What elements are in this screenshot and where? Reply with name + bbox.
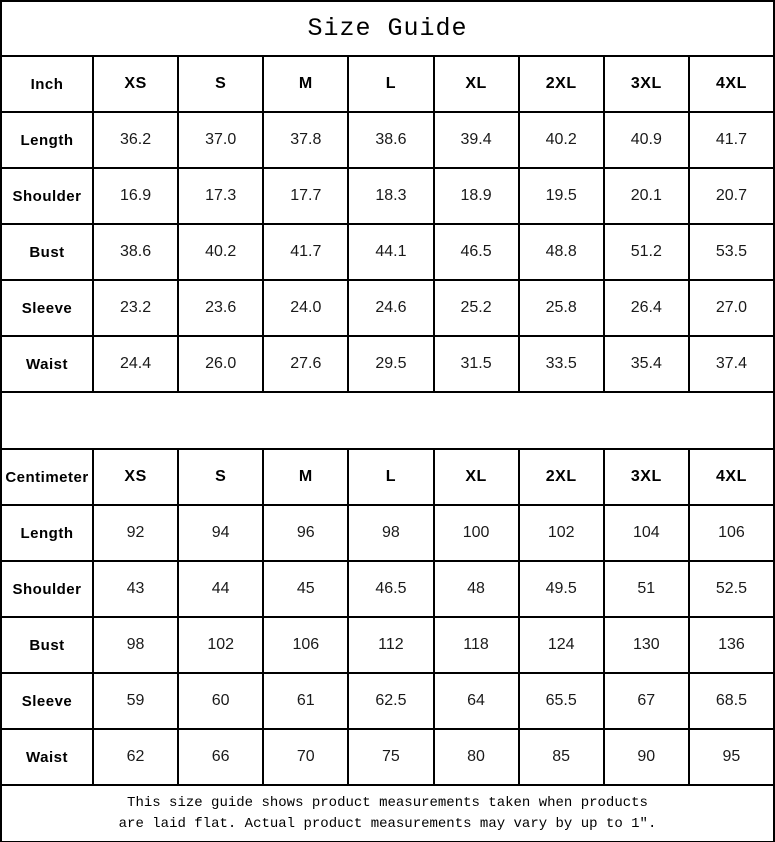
measurement-cell: 33.5 <box>519 336 604 392</box>
table-row <box>1 336 774 392</box>
measurement-cell: 106 <box>263 617 348 673</box>
table-row <box>1 673 774 729</box>
measurement-cell: 36.2 <box>93 112 178 168</box>
measurement-cell: 62 <box>93 729 178 785</box>
measurement-row-label: Sleeve <box>1 673 93 729</box>
measurement-cell: 98 <box>348 505 433 561</box>
measurement-cell: 51.2 <box>604 224 689 280</box>
measurement-cell: 18.3 <box>348 168 433 224</box>
size-column-header: L <box>348 56 433 112</box>
measurement-cell: 19.5 <box>519 168 604 224</box>
measurement-cell: 80 <box>434 729 519 785</box>
size-column-header: 3XL <box>604 56 689 112</box>
measurement-cell: 18.9 <box>434 168 519 224</box>
measurement-cell: 26.4 <box>604 280 689 336</box>
measurement-cell: 136 <box>689 617 774 673</box>
footer-note-line-1: This size guide shows product measurements taken when products <box>127 794 648 811</box>
measurement-cell: 59 <box>93 673 178 729</box>
measurement-cell: 25.2 <box>434 280 519 336</box>
table-row <box>1 617 774 673</box>
measurement-cell: 37.8 <box>263 112 348 168</box>
size-column-header: L <box>348 449 433 505</box>
unit-label: Centimeter <box>1 449 93 505</box>
measurement-row-label: Waist <box>1 336 93 392</box>
measurement-cell: 102 <box>178 617 263 673</box>
measurement-cell: 85 <box>519 729 604 785</box>
measurement-cell: 60 <box>178 673 263 729</box>
measurement-cell: 66 <box>178 729 263 785</box>
measurement-row-label: Bust <box>1 224 93 280</box>
measurement-cell: 70 <box>263 729 348 785</box>
size-header-row <box>1 56 774 112</box>
size-column-header: XS <box>93 449 178 505</box>
measurement-cell: 94 <box>178 505 263 561</box>
measurement-cell: 53.5 <box>689 224 774 280</box>
measurement-cell: 48 <box>434 561 519 617</box>
measurement-cell: 24.4 <box>93 336 178 392</box>
size-column-header: 3XL <box>604 449 689 505</box>
footer-note-line-2: are laid flat. Actual product measurements may vary by up to 1″. <box>118 815 657 832</box>
size-column-header: M <box>263 449 348 505</box>
measurement-cell: 95 <box>689 729 774 785</box>
measurement-cell: 17.3 <box>178 168 263 224</box>
measurement-row-label: Shoulder <box>1 168 93 224</box>
measurement-cell: 35.4 <box>604 336 689 392</box>
measurement-cell: 25.8 <box>519 280 604 336</box>
measurement-cell: 37.4 <box>689 336 774 392</box>
measurement-cell: 31.5 <box>434 336 519 392</box>
measurement-cell: 27.6 <box>263 336 348 392</box>
measurement-cell: 23.2 <box>93 280 178 336</box>
table-row <box>1 280 774 336</box>
measurement-cell: 38.6 <box>93 224 178 280</box>
measurement-row-label: Shoulder <box>1 561 93 617</box>
measurement-cell: 68.5 <box>689 673 774 729</box>
measurement-cell: 100 <box>434 505 519 561</box>
size-column-header: XL <box>434 449 519 505</box>
measurement-row-label: Waist <box>1 729 93 785</box>
measurement-cell: 23.6 <box>178 280 263 336</box>
measurement-row-label: Sleeve <box>1 280 93 336</box>
size-column-header: S <box>178 449 263 505</box>
measurement-cell: 38.6 <box>348 112 433 168</box>
measurement-cell: 61 <box>263 673 348 729</box>
table-row <box>1 505 774 561</box>
measurement-cell: 112 <box>348 617 433 673</box>
measurement-cell: 20.7 <box>689 168 774 224</box>
measurement-cell: 49.5 <box>519 561 604 617</box>
measurement-cell: 37.0 <box>178 112 263 168</box>
table-spacer <box>0 393 775 450</box>
centimeter-size-table <box>0 448 775 786</box>
table-row <box>1 561 774 617</box>
measurement-cell: 43 <box>93 561 178 617</box>
table-row <box>1 729 774 785</box>
page-title: Size Guide <box>0 0 775 57</box>
measurement-row-label: Length <box>1 112 93 168</box>
measurement-cell: 41.7 <box>689 112 774 168</box>
measurement-cell: 92 <box>93 505 178 561</box>
measurement-cell: 24.0 <box>263 280 348 336</box>
measurement-cell: 104 <box>604 505 689 561</box>
measurement-cell: 52.5 <box>689 561 774 617</box>
footer-note <box>0 784 775 842</box>
size-column-header: XL <box>434 56 519 112</box>
inch-size-table <box>0 55 775 393</box>
measurement-cell: 16.9 <box>93 168 178 224</box>
measurement-cell: 75 <box>348 729 433 785</box>
measurement-cell: 45 <box>263 561 348 617</box>
size-column-header: 2XL <box>519 56 604 112</box>
measurement-cell: 64 <box>434 673 519 729</box>
measurement-cell: 106 <box>689 505 774 561</box>
measurement-cell: 40.2 <box>519 112 604 168</box>
table-row <box>1 112 774 168</box>
measurement-row-label: Length <box>1 505 93 561</box>
measurement-cell: 130 <box>604 617 689 673</box>
size-column-header: M <box>263 56 348 112</box>
measurement-cell: 41.7 <box>263 224 348 280</box>
measurement-cell: 40.2 <box>178 224 263 280</box>
measurement-cell: 29.5 <box>348 336 433 392</box>
measurement-cell: 20.1 <box>604 168 689 224</box>
table-row <box>1 224 774 280</box>
measurement-cell: 118 <box>434 617 519 673</box>
measurement-cell: 51 <box>604 561 689 617</box>
unit-label: Inch <box>1 56 93 112</box>
measurement-cell: 46.5 <box>434 224 519 280</box>
measurement-cell: 26.0 <box>178 336 263 392</box>
size-column-header: XS <box>93 56 178 112</box>
size-column-header: 2XL <box>519 449 604 505</box>
measurement-cell: 24.6 <box>348 280 433 336</box>
measurement-cell: 98 <box>93 617 178 673</box>
measurement-cell: 102 <box>519 505 604 561</box>
measurement-cell: 67 <box>604 673 689 729</box>
measurement-cell: 96 <box>263 505 348 561</box>
measurement-cell: 124 <box>519 617 604 673</box>
size-column-header: 4XL <box>689 56 774 112</box>
measurement-cell: 17.7 <box>263 168 348 224</box>
measurement-cell: 39.4 <box>434 112 519 168</box>
measurement-cell: 44.1 <box>348 224 433 280</box>
measurement-cell: 62.5 <box>348 673 433 729</box>
size-column-header: 4XL <box>689 449 774 505</box>
measurement-cell: 90 <box>604 729 689 785</box>
measurement-cell: 40.9 <box>604 112 689 168</box>
measurement-cell: 44 <box>178 561 263 617</box>
measurement-cell: 46.5 <box>348 561 433 617</box>
size-column-header: S <box>178 56 263 112</box>
measurement-cell: 65.5 <box>519 673 604 729</box>
measurement-row-label: Bust <box>1 617 93 673</box>
measurement-cell: 27.0 <box>689 280 774 336</box>
measurement-cell: 48.8 <box>519 224 604 280</box>
table-row <box>1 168 774 224</box>
size-header-row <box>1 449 774 505</box>
